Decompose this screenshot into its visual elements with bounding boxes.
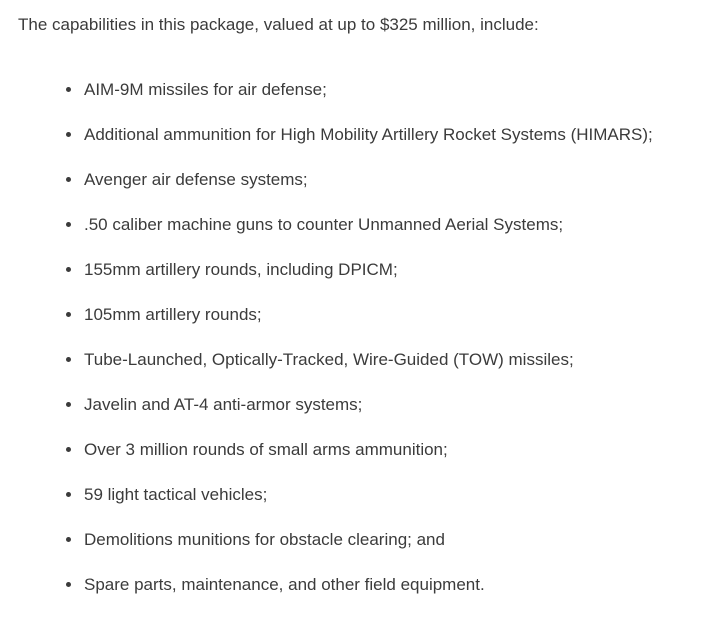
list-item-spare-parts: Spare parts, maintenance, and other field equipment. [84, 574, 696, 596]
list-item-demolitions: Demolitions munitions for obstacle clearing; and [84, 529, 696, 551]
list-item-himars-ammo: Additional ammunition for High Mobility Artillery Rocket Systems (HIMARS); [84, 124, 696, 146]
list-item-small-arms: Over 3 million rounds of small arms ammunition; [84, 439, 696, 461]
list-item-50cal: .50 caliber machine guns to counter Unmanned Aerial Systems; [84, 214, 696, 236]
list-item-155mm: 155mm artillery rounds, including DPICM; [84, 259, 696, 281]
list-item-105mm: 105mm artillery rounds; [84, 304, 696, 326]
list-item-tow: Tube-Launched, Optically-Tracked, Wire-Guided (TOW) missiles; [84, 349, 696, 371]
capabilities-list [18, 79, 696, 596]
list-item-javelin: Javelin and AT-4 anti-armor systems; [84, 394, 696, 416]
list-item-aim9m: AIM-9M missiles for air defense; [84, 79, 696, 101]
intro-paragraph: The capabilities in this package, valued at up to $325 million, include: [18, 15, 539, 34]
list-item-vehicles: 59 light tactical vehicles; [84, 484, 696, 506]
list-item-avenger: Avenger air defense systems; [84, 169, 696, 191]
